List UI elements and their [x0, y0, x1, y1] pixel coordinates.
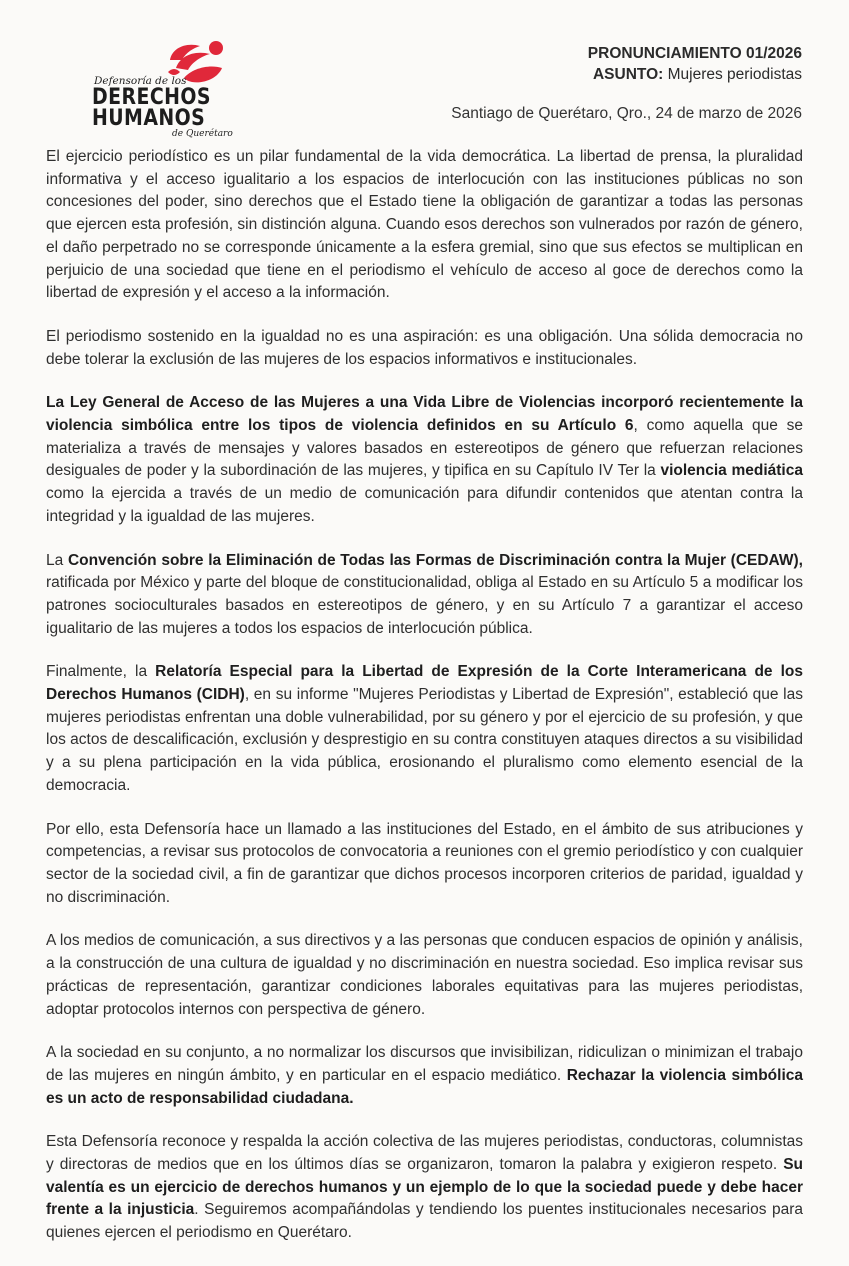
document-header: [588, 43, 802, 85]
dateline: Santiago de Querétaro, Qro., 24 de marzo de 2026: [451, 105, 802, 122]
emphasis-text: La Ley General de Acceso de las Mujeres a una Vida Libre de Violencias incorporó recientemente la violencia simbólica entre los tipos de violencia definidos en su Artículo 6: [46, 394, 803, 435]
body-paragraph: [46, 1042, 803, 1110]
subject-line: [588, 64, 802, 85]
emphasis-text: Rechazar la violencia simbólica es un acto de responsabilidad ciudadana.: [46, 1066, 803, 1107]
paragraph-text: , en su informe "Mujeres Periodistas y Libertad de Expresión", estableció que las mujeres periodistas enfrentan una doble vulnerabilidad, por su género y por el ejercicio de su profesión, y que los actos de descalificación, exclusión y desprestigio en su contra constituyen ataques directos a su visibilidad y a su plena participación en la vida pública, erosionando el pluralismo como elemento esencial de la democracia.: [46, 686, 803, 794]
body-paragraph: [46, 146, 803, 305]
paragraph-text: Esta Defensoría reconoce y respalda la acción colectiva de las mujeres periodistas, conductoras, columnistas y directoras de medios que en los últimos días se organizaron, tomaron la palabra y exigieron respeto.: [46, 1133, 803, 1174]
paragraph-text: Finalmente, la: [46, 663, 156, 681]
emphasis-text: Su valentía es un ejercicio de derechos humanos y un ejemplo de lo que la sociedad puede y debe hacer frente a la injusticia: [46, 1156, 803, 1219]
paragraph-text: A los medios de comunicación, a sus directivos y a las personas que conducen espacios de opinión y análisis, a la construcción de una cultura de igualdad y no discriminación en nuestra sociedad. Eso implica revisar sus prácticas de representación, garantizar condiciones laborales equitativas para las mujeres periodistas, adoptar protocolos internos con perspectiva de género.: [46, 932, 803, 1018]
emphasis-text: Relatoría Especial para la Libertad de Expresión de la Corte Interamericana de los Derechos Humanos (CIDH): [46, 663, 803, 704]
paragraph-text: . Seguiremos acompañándolas y tendiendo los puentes institucionales necesarios para quienes ejercen el periodismo en Querétaro.: [46, 1201, 804, 1242]
body-paragraph: [46, 392, 803, 528]
body-paragraph: [46, 930, 803, 1021]
paragraph-text: Por ello, esta Defensoría hace un llamado a las instituciones del Estado, en el ámbito de sus atribuciones y competencias, a revisar sus protocolos de convocatoria a reuniones con el gremio periodístico y con cualquier sector de la sociedad civil, a fin de garantizar que dichos procesos incorporen criterios de paridad, igualdad y no discriminación.: [46, 820, 803, 906]
emphasis-text: violencia mediática: [660, 462, 803, 480]
paragraph-text: ratificada por México y parte del bloque de constitucionalidad, obliga al Estado en su Artículo 5 a modificar los patrones socioculturales basados en estereotipos de género, y en su Artículo 7 a garantizar el acceso igualitario de las mujeres a todos los espacios de interlocución pública.: [46, 574, 803, 637]
paragraph-text: , como aquella que se materializa a través de mensajes y valores basados en estereotipos de género que refuerzan relaciones desiguales de poder y la subordinación de las mujeres, y tipifica en su Capítulo IV Ter la: [46, 417, 803, 480]
dhq-logo: [90, 36, 250, 139]
subject-value: Mujeres periodistas: [663, 66, 802, 83]
logo-word-derechos: DERECHOS: [92, 85, 212, 110]
paragraph-text: El ejercicio periodístico es un pilar fundamental de la vida democrática. La libertad de prensa, la pluralidad informativa y el acceso igualitario a los espacios de interlocución con las instituciones públicas no son concesiones del poder, sino derechos que el Estado tiene la obligación de garantizar a todas las personas que ejercen esta profesión, sin distinción alguna. Cuando esos derechos son vulnerados por razón de género, el daño perpetrado no se corresponde únicamente a la esfera gremial, sino que sus efectos se multiplican en perjuicio de una sociedad que tiene en el periodismo el vehículo de acceso al goce de derechos como la libertad de expresión y el acceso a la información.: [46, 148, 803, 302]
body-paragraph: [46, 550, 803, 641]
body-paragraph: [46, 661, 803, 797]
body-paragraph: [46, 326, 803, 371]
paragraph-text: El periodismo sostenido en la igualdad no es una aspiración: es una obligación. Una sólida democracia no debe tolerar la exclusión de las mujeres de los espacios informativos e institucionales.: [46, 327, 803, 368]
document-body: [46, 146, 803, 1266]
pronouncement-code: PRONUNCIAMIENTO 01/2026: [587, 45, 802, 62]
logo-word-humanos: HUMANOS: [92, 106, 206, 131]
logo-location: de Querétaro: [172, 129, 233, 139]
logo-org-prefix: Defensoría de los: [94, 75, 187, 87]
paragraph-text: La: [46, 551, 68, 569]
body-paragraph: [46, 819, 803, 910]
subject-label: ASUNTO:: [592, 66, 664, 83]
paragraph-text: como la ejercida a través de un medio de comunicación para difundir contenidos que atentan contra la integridad y la igualdad de las mujeres.: [46, 485, 803, 525]
body-paragraph: [46, 1131, 803, 1245]
emphasis-text: Convención sobre la Eliminación de Todas las Formas de Discriminación contra la Mujer (CEDAW),: [67, 551, 803, 569]
paragraph-text: A la sociedad en su conjunto, a no normalizar los discursos que invisibilizan, ridiculizan o minimizan el trabajo de las mujeres en ningún ámbito, y en particular en el espacio mediático.: [46, 1044, 803, 1084]
